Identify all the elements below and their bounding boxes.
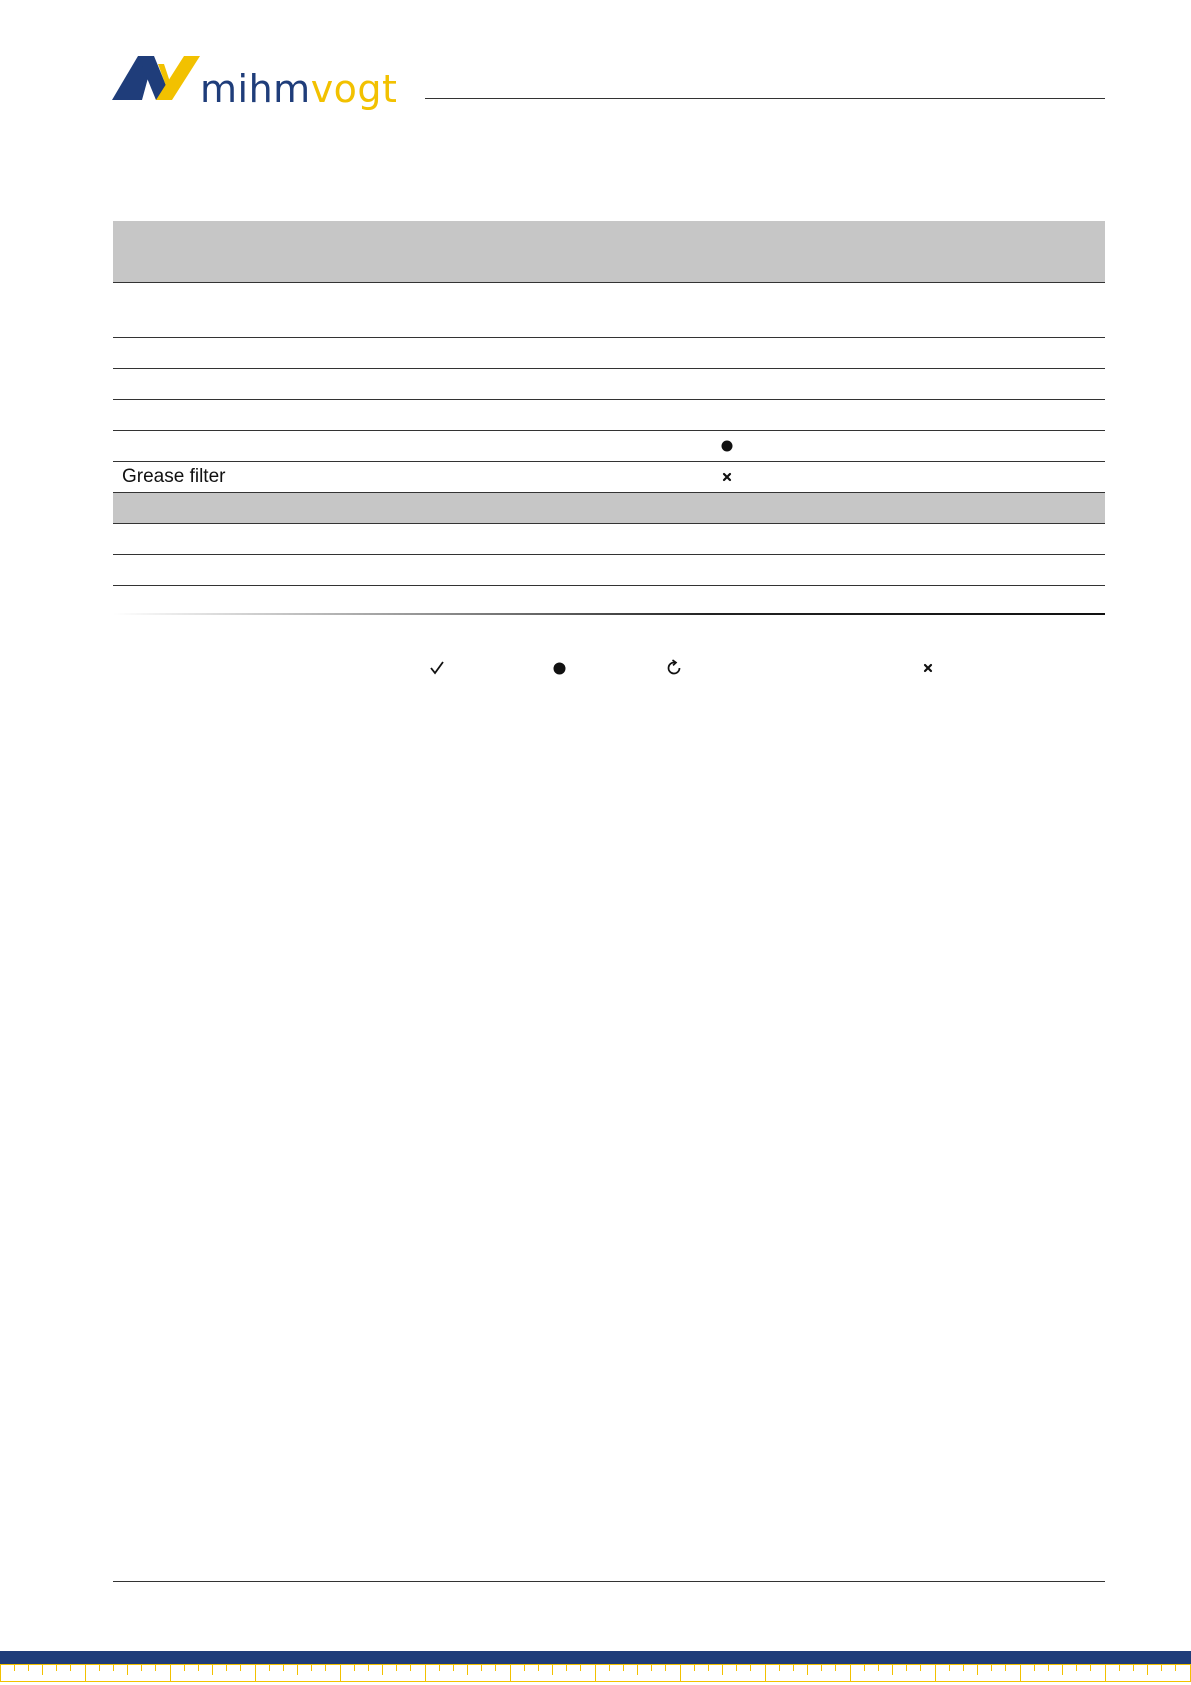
dot-icon <box>553 656 566 680</box>
table-header-row <box>113 221 1105 283</box>
row-label: Grease filter <box>122 466 226 487</box>
table-row <box>113 431 1105 462</box>
table-row <box>113 283 1105 338</box>
table-row <box>113 524 1105 555</box>
cross-icon <box>719 462 735 492</box>
check-icon <box>428 656 446 680</box>
footer-ruler-pattern <box>0 1664 1191 1685</box>
table-row <box>113 555 1105 586</box>
maintenance-table <box>113 221 1105 617</box>
dot-icon <box>719 431 735 461</box>
header-divider <box>425 98 1105 99</box>
table-row <box>113 462 1105 493</box>
logo-word-part1: mihm <box>200 67 311 111</box>
logo-wordmark <box>200 66 397 112</box>
table-row <box>113 400 1105 431</box>
company-logo <box>112 52 412 112</box>
table-section-row <box>113 493 1105 524</box>
footer-band <box>0 1651 1191 1664</box>
footer-divider <box>113 1581 1105 1582</box>
table-row <box>113 338 1105 369</box>
rotate-icon <box>665 656 683 680</box>
logo-word-part2: vogt <box>310 67 398 111</box>
cross-icon <box>923 656 933 680</box>
table-row <box>113 369 1105 400</box>
mv-logo-mark-icon <box>112 52 202 102</box>
table-bottom-rule <box>113 613 1105 615</box>
